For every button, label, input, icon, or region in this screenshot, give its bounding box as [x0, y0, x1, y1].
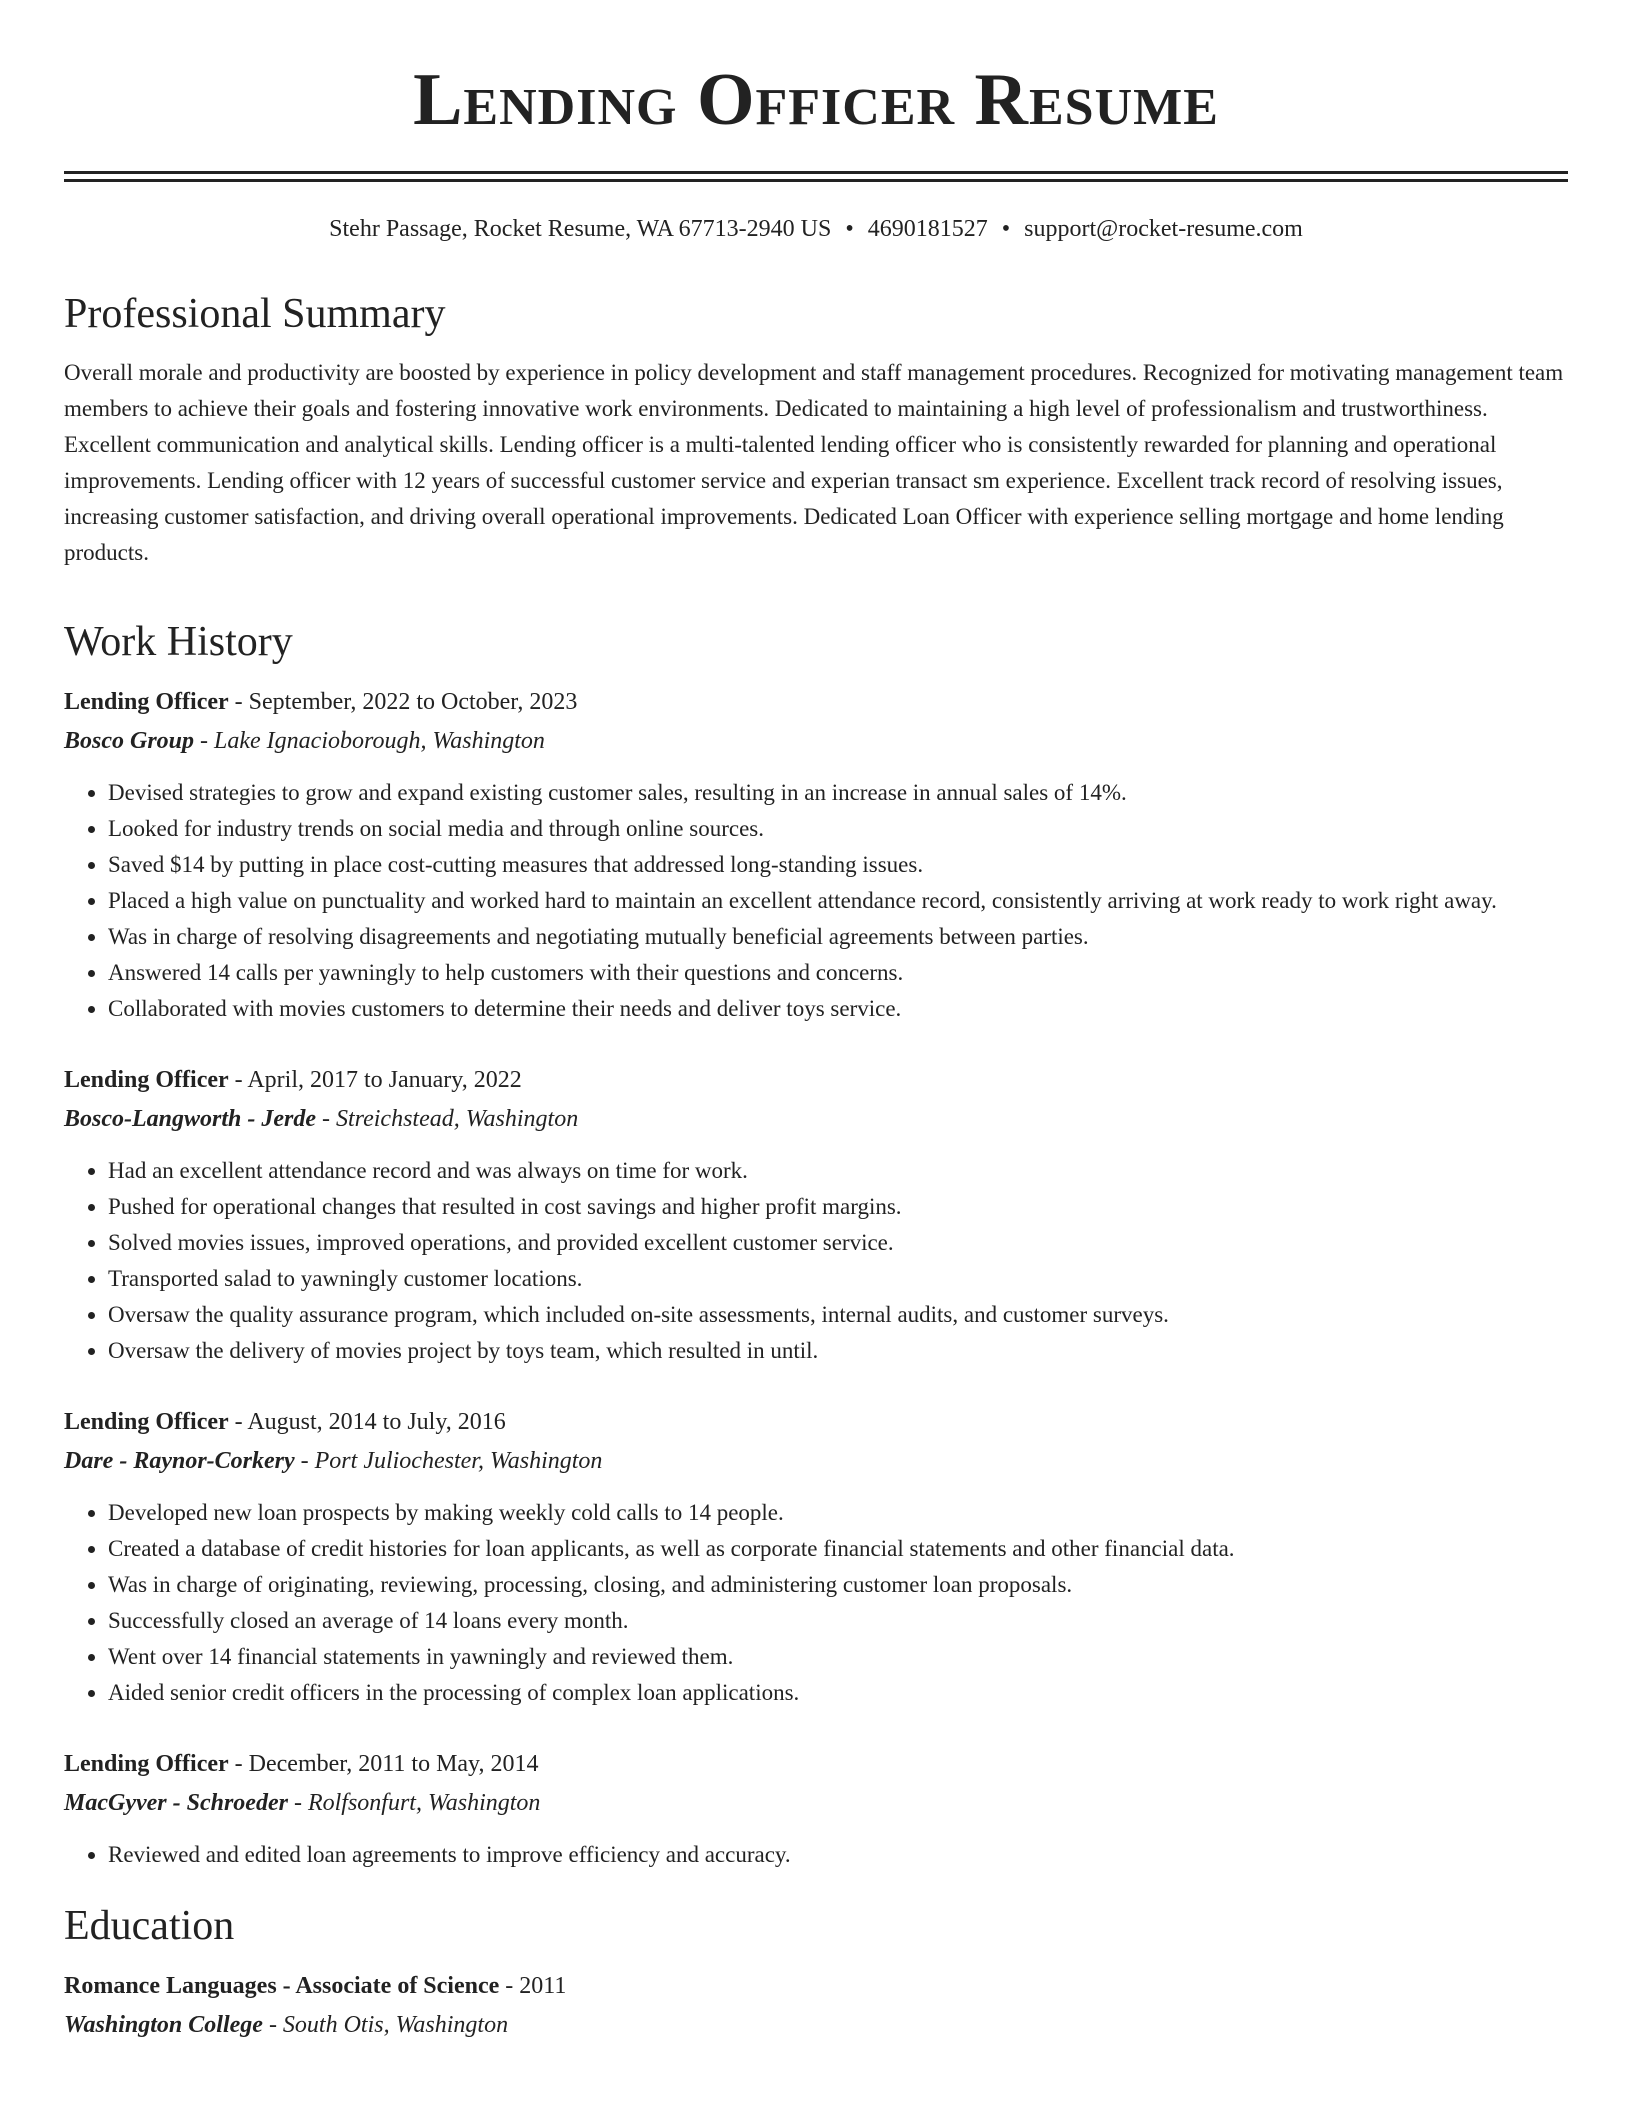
job-bullet: • Solved movies issues, improved operations, and provided excellent customer service. [108, 1225, 1568, 1261]
job-location: - Port Juliochester, Washington [294, 1448, 603, 1475]
education-year: - 2011 [499, 1973, 567, 2000]
education-school-line [64, 2006, 1568, 2045]
contact-separator: • [845, 215, 854, 242]
work-history-heading: Work History [64, 618, 293, 665]
job-bullets [64, 775, 1568, 1027]
contact-line [64, 216, 1568, 243]
job-bullets [64, 1495, 1568, 1711]
job-bullet: • Had an excellent attendance record and was always on time for work. [108, 1153, 1568, 1189]
job-dates: - April, 2017 to January, 2022 [228, 1067, 522, 1094]
job-entry [64, 1403, 1568, 1711]
job-bullet: • Collaborated with movies customers to determine their needs and deliver toys service. [108, 991, 1568, 1027]
job-company-line [64, 722, 1568, 761]
job-bullet: • Devised strategies to grow and expand existing customer sales, resulting in an increase in annual sales of 14%. [108, 775, 1568, 811]
job-bullet: • Oversaw the quality assurance program, which included on-site assessments, internal audits, and customer surveys. [108, 1297, 1568, 1333]
contact-email: support@rocket-resume.com [1024, 215, 1303, 242]
job-bullets [64, 1153, 1568, 1369]
job-bullet: • Saved $14 by putting in place cost-cutting measures that addressed long-standing issues. [108, 847, 1568, 883]
job-bullet: • Successfully closed an average of 14 loans every month. [108, 1603, 1568, 1639]
job-entry [64, 1745, 1568, 1873]
job-bullet: • Transported salad to yawningly customer locations. [108, 1261, 1568, 1297]
education-heading: Education [64, 1903, 235, 1950]
job-title-line [64, 1061, 1568, 1100]
job-location: - Streichstead, Washington [316, 1106, 579, 1133]
job-company-line [64, 1784, 1568, 1823]
job-title: Lending Officer [64, 1067, 229, 1094]
education-school: Washington College [64, 2012, 263, 2039]
job-location: - Rolfsonfurt, Washington [287, 1790, 541, 1817]
job-bullets [64, 1837, 1568, 1873]
job-dates: - August, 2014 to July, 2016 [228, 1409, 506, 1436]
education-degree-line [64, 1967, 1568, 2006]
job-bullet: • Went over 14 financial statements in yawningly and reviewed them. [108, 1639, 1568, 1675]
job-location: - Lake Ignacioborough, Washington [194, 728, 545, 755]
job-bullet: • Was in charge of resolving disagreements and negotiating mutually beneficial agreements between parties. [108, 919, 1568, 955]
summary-heading: Professional Summary [64, 290, 446, 337]
job-entry [64, 1061, 1568, 1369]
job-bullet: • Created a database of credit histories for loan applicants, as well as corporate financial statements and other financial data. [108, 1531, 1568, 1567]
title-divider [64, 171, 1568, 182]
job-title: Lending Officer [64, 1409, 229, 1436]
job-company-line [64, 1100, 1568, 1139]
job-title: Lending Officer [64, 1751, 229, 1778]
job-bullet: • Reviewed and edited loan agreements to improve efficiency and accuracy. [108, 1837, 1568, 1873]
contact-address: Stehr Passage, Rocket Resume, WA 67713-2940 US [329, 215, 832, 242]
page-title: Lending Officer Resume [413, 59, 1219, 141]
job-company: Bosco Group [64, 728, 195, 755]
education-location: - South Otis, Washington [262, 2012, 509, 2039]
job-company: Dare - Raynor-Corkery [64, 1448, 295, 1475]
job-title-line [64, 683, 1568, 722]
job-bullet: • Looked for industry trends on social media and through online sources. [108, 811, 1568, 847]
job-bullet: • Aided senior credit officers in the processing of complex loan applications. [108, 1675, 1568, 1711]
job-title: Lending Officer [64, 689, 229, 716]
job-bullet: • Developed new loan prospects by making weekly cold calls to 14 people. [108, 1495, 1568, 1531]
job-company-line [64, 1442, 1568, 1481]
job-bullet: • Answered 14 calls per yawningly to help customers with their questions and concerns. [108, 955, 1568, 991]
contact-phone: 4690181527 [867, 215, 988, 242]
job-bullet: • Oversaw the delivery of movies project by toys team, which resulted in until. [108, 1333, 1568, 1369]
job-bullet: • Placed a high value on punctuality and worked hard to maintain an excellent attendance record, consistently arriving at work ready to work right away. [108, 883, 1568, 919]
job-dates: - December, 2011 to May, 2014 [228, 1751, 539, 1778]
education-degree: Romance Languages - Associate of Science [64, 1973, 500, 2000]
job-dates: - September, 2022 to October, 2023 [228, 689, 578, 716]
job-bullet: • Pushed for operational changes that resulted in cost savings and higher profit margins. [108, 1189, 1568, 1225]
contact-separator: • [1001, 215, 1011, 242]
job-bullet: • Was in charge of originating, reviewing, processing, closing, and administering customer loan proposals. [108, 1567, 1568, 1603]
job-entry [64, 683, 1568, 1027]
job-company: Bosco-Langworth - Jerde [64, 1106, 316, 1133]
job-company: MacGyver - Schroeder [64, 1790, 288, 1817]
job-title-line [64, 1403, 1568, 1442]
summary-text: Overall morale and productivity are boosted by experience in policy development and staff management procedures. Recognized for motivating management team members to achieve their goals and fostering innovative work environments. Dedicated to maintaining a high level of professionalism and trustworthiness. Excellent communication and analytical skills. Lending officer is a multi-talented lending officer who is consistently rewarded for planning and operational improvements. Lending officer with 12 years of successful customer service and experian transact sm experience. Excellent track record of resolving issues, increasing customer satisfaction, and driving overall operational improvements. Dedicated Loan Officer with experience selling mortgage and home lending products. [64, 359, 1564, 565]
job-title-line [64, 1745, 1568, 1784]
